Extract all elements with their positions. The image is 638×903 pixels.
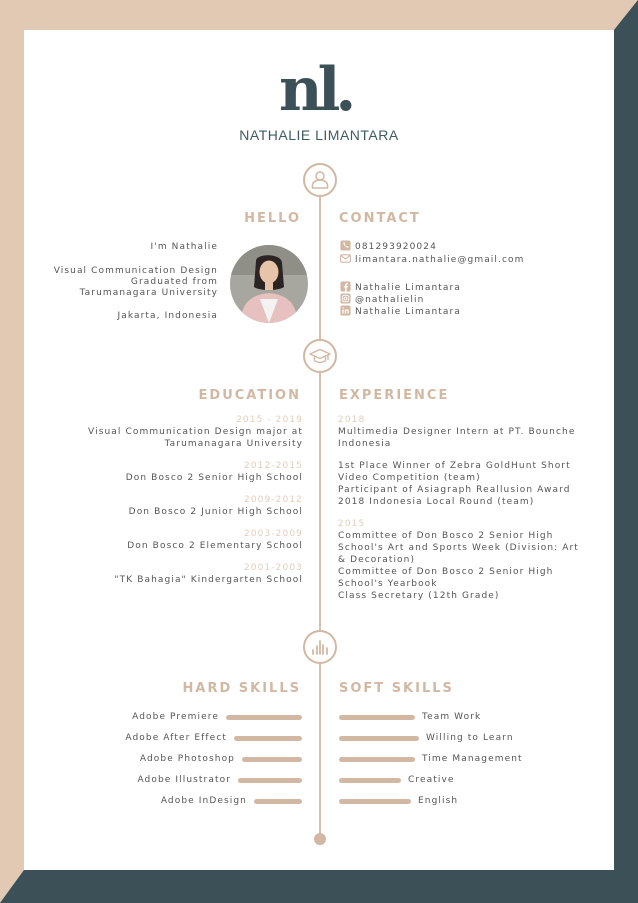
- profile-photo: [230, 245, 308, 323]
- phone-icon: [340, 240, 351, 251]
- soft-skill-bar: [339, 736, 419, 741]
- hello-location: Jakarta, Indonesia: [117, 311, 218, 321]
- soft-skill-bar: [339, 715, 415, 720]
- hard-skill-bar: [254, 799, 302, 804]
- soft-skill-label: Willing to Learn: [426, 733, 514, 743]
- hard-skill-label: Adobe Premiere: [132, 712, 219, 722]
- soft-skill-bar: [339, 778, 401, 783]
- hello-bio-line3: Tarumanagara University: [79, 288, 218, 298]
- hello-greeting: I'm Nathalie: [150, 242, 218, 252]
- experience-line: Video Competition (team): [338, 473, 481, 483]
- education-item: [88, 414, 303, 450]
- experience-line: Committee of Don Bosco 2 Senior High: [338, 531, 554, 541]
- contact-heading: CONTACT: [339, 211, 421, 226]
- education-line: Tarumanagara University: [164, 439, 303, 449]
- education-line: "TK Bahagia" Kindergarten School: [114, 575, 303, 585]
- education-list: [88, 414, 303, 586]
- hard-skill-label: Adobe After Effect: [125, 733, 227, 743]
- education-line: Don Bosco 2 Junior High School: [128, 507, 303, 517]
- experience-line: 1st Place Winner of Zebra GoldHunt Short: [338, 461, 571, 471]
- soft-skill-label: English: [418, 796, 459, 806]
- education-years: 2009-2012: [244, 495, 303, 505]
- svg-text:nl.: nl.: [279, 55, 352, 125]
- education-years: 2003-2009: [244, 529, 303, 539]
- hard-skills-heading: HARD SKILLS: [182, 681, 301, 696]
- education-item: [88, 494, 303, 518]
- contact-instagram[interactable]: @nathalielin: [340, 293, 424, 306]
- hello-bio-line2: Graduated from: [130, 277, 218, 287]
- facebook-icon: [340, 281, 351, 292]
- hard-skill-bar: [238, 778, 302, 783]
- experience-line: & Decoration): [338, 555, 416, 565]
- experience-line: Multimedia Designer Intern at PT. Bounche: [338, 427, 576, 437]
- timeline-line: [319, 196, 321, 834]
- hard-skill-label: Adobe Photoshop: [139, 754, 235, 764]
- hello-bio-line1: Visual Communication Design: [53, 266, 218, 276]
- education-item: [88, 562, 303, 586]
- soft-skill-label: Time Management: [422, 754, 523, 764]
- soft-skill-label: Creative: [408, 775, 455, 785]
- experience-year: 2018: [338, 415, 366, 425]
- experience-line: Participant of Asiagraph Reallusion Award: [338, 485, 571, 495]
- skills-bar-chart-icon: [303, 630, 337, 664]
- education-line: Visual Communication Design major at: [88, 427, 303, 437]
- education-years: 2012-2015: [244, 461, 303, 471]
- contact-facebook[interactable]: Nathalie Limantara: [340, 281, 461, 294]
- experience-year: 2015: [338, 519, 366, 529]
- education-heading: EDUCATION: [198, 388, 301, 403]
- instagram-icon: [340, 293, 351, 304]
- experience-heading: EXPERIENCE: [339, 388, 450, 403]
- logo-monogram: [279, 55, 359, 125]
- experience-line: 2018 Indonesia Local Round (team): [338, 497, 535, 507]
- contact-linkedin[interactable]: Nathalie Limantara: [340, 305, 461, 318]
- hard-skill-bar: [242, 757, 302, 762]
- soft-skill-label: Team Work: [422, 712, 482, 722]
- experience-line: School's Yearbook: [338, 579, 438, 589]
- experience-line: School's Art and Sports Week (Division: Art: [338, 543, 579, 553]
- experience-line: Indonesia: [338, 439, 392, 449]
- soft-skill-bar: [339, 757, 415, 762]
- hard-skill-label: Adobe Illustrator: [137, 775, 231, 785]
- education-item: [88, 528, 303, 552]
- hard-skill-bar: [234, 736, 302, 741]
- education-years: 2015 - 2019: [236, 415, 303, 425]
- education-years: 2001-2003: [244, 563, 303, 573]
- education-line: Don Bosco 2 Senior High School: [125, 473, 303, 483]
- education-line: Don Bosco 2 Elementary School: [127, 541, 303, 551]
- mail-icon: [340, 253, 351, 264]
- education-item: [88, 460, 303, 484]
- full-name: NATHALIE LIMANTARA: [239, 127, 399, 143]
- experience-line: Committee of Don Bosco 2 Senior High: [338, 567, 554, 577]
- hard-skill-bar: [226, 715, 302, 720]
- timeline-end-dot: [314, 833, 326, 845]
- soft-skills-heading: SOFT SKILLS: [339, 681, 454, 696]
- contact-phone: 081293920024: [340, 240, 437, 253]
- contact-email[interactable]: limantara.nathalie@gmail.com: [340, 253, 525, 266]
- hard-skill-label: Adobe InDesign: [160, 796, 247, 806]
- hello-heading: HELLO: [244, 211, 301, 226]
- soft-skill-bar: [339, 799, 411, 804]
- experience-list: [338, 414, 579, 602]
- experience-line: Class Secretary (12th Grade): [338, 591, 500, 601]
- person-icon: [303, 163, 337, 197]
- graduation-cap-icon: [303, 339, 337, 373]
- linkedin-icon: [340, 305, 351, 316]
